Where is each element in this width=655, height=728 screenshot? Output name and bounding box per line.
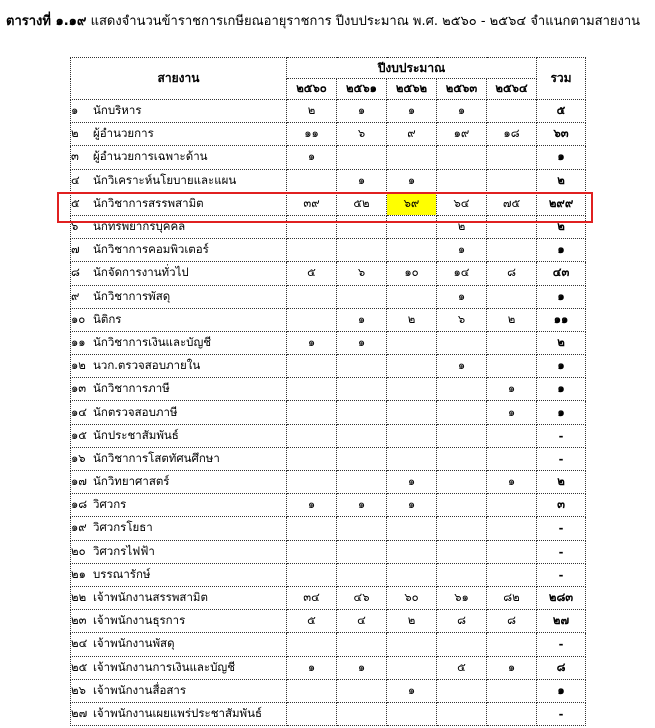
year-value-cell (337, 471, 387, 494)
agency-cell (71, 192, 287, 215)
year-value-cell (437, 702, 487, 725)
table-row (71, 100, 586, 123)
year-value-cell (487, 494, 537, 517)
row-number: ๒๓ (71, 613, 87, 628)
agency-name: เจ้าพนักงานพัสดุ (93, 636, 175, 651)
year-value-cell: ๘ (487, 610, 537, 633)
table-row (71, 146, 586, 169)
table-row (71, 169, 586, 192)
year-value-cell (487, 355, 537, 378)
year-value-cell: ๑๙ (437, 123, 487, 146)
year-value-cell: ๕๒ (337, 192, 387, 215)
header-year: ๒๕๖๒ (387, 79, 437, 100)
total-cell: ๑ (537, 401, 586, 424)
year-value-cell (387, 285, 437, 308)
year-value-cell: ๒ (387, 308, 437, 331)
year-value-cell: ๑ (437, 355, 487, 378)
agency-name: เจ้าพนักงานเผยแพร่ประชาสัมพันธ์ (93, 705, 263, 720)
year-value-cell: ๑ (287, 146, 337, 169)
agency-cell (71, 610, 287, 633)
row-number: ๑๓ (71, 381, 87, 396)
year-value-cell (287, 378, 337, 401)
row-number: ๑๐ (71, 311, 86, 326)
total-cell: - (537, 447, 586, 470)
year-value-cell (287, 401, 337, 424)
year-value-cell: ๑ (387, 169, 437, 192)
year-value-cell (387, 563, 437, 586)
year-value-cell (387, 355, 437, 378)
year-value-cell (287, 447, 337, 470)
year-value-cell (287, 633, 337, 656)
year-value-cell (387, 447, 437, 470)
year-value-cell (287, 471, 337, 494)
agency-name: เจ้าพนักงานธุรการ (93, 613, 186, 628)
year-value-cell: ๘ (487, 262, 537, 285)
table-row (71, 586, 586, 609)
year-value-cell: ๑ (487, 401, 537, 424)
table-row (71, 563, 586, 586)
table-caption (6, 12, 651, 32)
year-value-cell (487, 100, 537, 123)
total-cell: ๖๓ (537, 123, 586, 146)
row-number: ๘ (71, 265, 80, 280)
row-number: ๒๗ (71, 705, 88, 720)
agency-name: เจ้าพนักงานการเงินและบัญชี (93, 659, 236, 674)
table-number: ตารางที่ ๑.๑๙ (6, 14, 87, 29)
year-value-cell (487, 331, 537, 354)
agency-cell (71, 563, 287, 586)
year-value-cell (437, 378, 487, 401)
row-number: ๒ (71, 126, 79, 141)
year-value-cell: ๑ (287, 331, 337, 354)
year-value-cell: ๖๔ (437, 192, 487, 215)
year-value-cell: ๕ (287, 262, 337, 285)
year-value-cell (287, 517, 337, 540)
year-value-cell (487, 633, 537, 656)
agency-cell (71, 424, 287, 447)
total-cell: ๘ (537, 656, 586, 679)
year-value-cell: ๑ (387, 679, 437, 702)
total-cell: ๒ (537, 331, 586, 354)
total-cell: ๒ (537, 471, 586, 494)
agency-name: นักบริหาร (93, 103, 142, 118)
year-value-cell (337, 633, 387, 656)
table-row (71, 633, 586, 656)
year-value-cell: ๑ (337, 494, 387, 517)
year-value-cell (337, 378, 387, 401)
table-row (71, 447, 586, 470)
table-row (71, 378, 586, 401)
total-cell: ๑ (537, 355, 586, 378)
year-value-cell (287, 215, 337, 238)
table-row (71, 471, 586, 494)
year-value-cell (487, 424, 537, 447)
year-value-cell (337, 424, 387, 447)
table-row (71, 401, 586, 424)
year-value-cell (337, 285, 387, 308)
row-number: ๑๗ (71, 474, 87, 489)
total-cell: ๕ (537, 100, 586, 123)
total-cell: - (537, 424, 586, 447)
agency-cell (71, 447, 287, 470)
table-row (71, 610, 586, 633)
agency-cell (71, 586, 287, 609)
year-value-cell (337, 146, 387, 169)
agency-cell (71, 471, 287, 494)
year-value-cell (337, 215, 387, 238)
agency-cell (71, 679, 287, 702)
header-year: ๒๕๖๔ (487, 79, 537, 100)
agency-name: วิศวกรโยธา (93, 520, 153, 535)
agency-name: นักวิชาการภาษี (93, 381, 170, 396)
agency-cell (71, 262, 287, 285)
agency-cell (71, 308, 287, 331)
table-title: แสดงจำนวนข้าราชการเกษียณอายุราชการ ปีงบประมาณ พ.ศ. ๒๕๖๐ - ๒๕๖๔ จำแนกตามสายงาน (86, 14, 641, 29)
year-value-cell (487, 540, 537, 563)
year-value-cell: ๔ (337, 610, 387, 633)
total-cell: ๑ (537, 378, 586, 401)
year-value-cell (487, 169, 537, 192)
agency-cell (71, 633, 287, 656)
table-body (71, 100, 586, 726)
year-value-cell: ๘ (437, 610, 487, 633)
year-value-cell: ๑ (337, 656, 387, 679)
year-value-cell: ๑ (337, 308, 387, 331)
header-year: ๒๕๖๐ (287, 79, 337, 100)
year-value-cell: ๑ (337, 169, 387, 192)
row-number: ๒๐ (71, 543, 86, 558)
table-row (71, 192, 586, 215)
row-number: ๑๒ (71, 358, 86, 373)
agency-name: วิศวกรไฟฟ้า (93, 543, 155, 558)
total-cell: ๔๓ (537, 262, 586, 285)
agency-name: นักวิเคราะห์นโยบายและแผน (93, 172, 237, 187)
year-value-cell (437, 146, 487, 169)
total-cell: ๑ (537, 146, 586, 169)
year-value-cell: ๔๖ (337, 586, 387, 609)
year-value-cell: ๑ (437, 100, 487, 123)
row-number: ๙ (71, 288, 80, 303)
header-year: ๒๕๖๓ (437, 79, 487, 100)
row-number: ๑๘ (71, 497, 88, 512)
year-value-cell (387, 146, 437, 169)
row-number: ๒๒ (71, 590, 87, 605)
agency-name: นักจัดการงานทั่วไป (93, 265, 189, 280)
row-number: ๓ (71, 149, 79, 164)
agency-name: นักตรวจสอบภาษี (93, 404, 178, 419)
year-value-cell: ๑๔ (437, 262, 487, 285)
year-value-cell: ๑๘ (487, 123, 537, 146)
table-row (71, 331, 586, 354)
year-value-cell (287, 239, 337, 262)
year-value-cell: ๑ (437, 239, 487, 262)
year-value-cell (287, 540, 337, 563)
year-value-cell: ๑ (387, 100, 437, 123)
total-cell: - (537, 633, 586, 656)
year-value-cell (437, 447, 487, 470)
year-value-cell (337, 517, 387, 540)
total-cell: - (537, 702, 586, 725)
table-row (71, 308, 586, 331)
row-number: ๒๕ (71, 659, 88, 674)
year-value-cell (337, 563, 387, 586)
agency-name: เจ้าพนักงานสื่อสาร (93, 682, 187, 697)
year-value-cell (487, 702, 537, 725)
year-value-cell: ๒ (387, 610, 437, 633)
row-number: ๑ (71, 103, 79, 118)
year-value-cell: ๗๕ (487, 192, 537, 215)
agency-cell (71, 215, 287, 238)
year-value-cell (337, 679, 387, 702)
agency-name: นักประชาสัมพันธ์ (93, 427, 179, 442)
year-value-cell: ๑ (487, 378, 537, 401)
row-number: ๒๔ (71, 636, 88, 651)
agency-cell (71, 517, 287, 540)
year-value-cell: ๘๒ (487, 586, 537, 609)
year-value-cell (487, 517, 537, 540)
year-value-cell: ๖๙ (387, 192, 437, 215)
year-value-cell (287, 702, 337, 725)
year-value-cell (387, 239, 437, 262)
row-number: ๕ (71, 195, 80, 210)
agency-name: นักวิชาการคอมพิวเตอร์ (93, 242, 209, 257)
year-value-cell (387, 215, 437, 238)
agency-name: นวก.ตรวจสอบภายใน (93, 358, 201, 373)
header-agency: สายงาน (71, 58, 287, 100)
year-value-cell: ๑ (487, 471, 537, 494)
year-value-cell: ๑ (287, 656, 337, 679)
agency-name: บรรณารักษ์ (93, 566, 151, 581)
agency-cell (71, 656, 287, 679)
year-value-cell (487, 679, 537, 702)
agency-cell (71, 540, 287, 563)
year-value-cell (387, 401, 437, 424)
year-value-cell (387, 702, 437, 725)
year-value-cell (337, 239, 387, 262)
year-value-cell: ๑๐ (387, 262, 437, 285)
row-number: ๑๖ (71, 450, 86, 465)
year-value-cell (487, 447, 537, 470)
row-number: ๑๕ (71, 427, 88, 442)
year-value-cell: ๑ (287, 494, 337, 517)
row-number: ๒๖ (71, 682, 86, 697)
year-value-cell (287, 563, 337, 586)
table-row (71, 239, 586, 262)
header-fiscal-year: ปีงบประมาณ (287, 58, 537, 79)
total-cell: ๒ (537, 169, 586, 192)
year-value-cell: ๑ (487, 656, 537, 679)
header-total: รวม (537, 58, 586, 100)
agency-cell (71, 169, 287, 192)
row-number: ๗ (71, 242, 80, 257)
year-value-cell (437, 540, 487, 563)
year-value-cell (387, 633, 437, 656)
total-cell: - (537, 540, 586, 563)
year-value-cell (287, 285, 337, 308)
year-value-cell (437, 563, 487, 586)
year-value-cell (387, 517, 437, 540)
year-value-cell: ๒ (487, 308, 537, 331)
year-value-cell (437, 517, 487, 540)
year-value-cell (487, 239, 537, 262)
year-value-cell (287, 308, 337, 331)
total-cell: ๓ (537, 494, 586, 517)
year-value-cell (437, 331, 487, 354)
year-value-cell: ๖๑ (437, 586, 487, 609)
year-value-cell: ๒ (437, 215, 487, 238)
year-value-cell (437, 401, 487, 424)
year-value-cell (437, 633, 487, 656)
agency-cell (71, 239, 287, 262)
table-row (71, 702, 586, 725)
table-row (71, 262, 586, 285)
year-value-cell (487, 285, 537, 308)
agency-name: วิศวกร (93, 497, 127, 512)
table-row (71, 517, 586, 540)
year-value-cell (337, 401, 387, 424)
year-value-cell: ๑ (387, 494, 437, 517)
agency-cell (71, 285, 287, 308)
year-value-cell (337, 447, 387, 470)
year-value-cell: ๑ (337, 100, 387, 123)
agency-cell (71, 355, 287, 378)
row-number: ๑๑ (71, 334, 86, 349)
agency-name: นักวิชาการโสตทัศนศึกษา (93, 450, 220, 465)
agency-cell (71, 123, 287, 146)
year-value-cell: ๖ (337, 262, 387, 285)
year-value-cell: ๖ (437, 308, 487, 331)
table-row (71, 285, 586, 308)
total-cell: - (537, 563, 586, 586)
table-row (71, 215, 586, 238)
total-cell: ๑ (537, 239, 586, 262)
year-value-cell: ๑๑ (287, 123, 337, 146)
table-row (71, 540, 586, 563)
year-value-cell: ๒ (287, 100, 337, 123)
year-value-cell (337, 702, 387, 725)
year-value-cell (387, 331, 437, 354)
year-value-cell (387, 424, 437, 447)
total-cell: ๒๗ (537, 610, 586, 633)
year-value-cell (487, 563, 537, 586)
agency-name: เจ้าพนักงานสรรพสามิต (93, 590, 208, 605)
agency-name: ผู้อำนวยการ (93, 126, 154, 141)
agency-name: นิติกร (93, 311, 122, 326)
agency-cell (71, 494, 287, 517)
agency-name: ผู้อำนวยการเฉพาะด้าน (93, 149, 208, 164)
row-number: ๑๙ (71, 520, 87, 535)
year-value-cell (337, 355, 387, 378)
row-number: ๑๔ (71, 404, 88, 419)
year-value-cell: ๕ (437, 656, 487, 679)
year-value-cell (437, 424, 487, 447)
total-cell: - (537, 517, 586, 540)
table-row (71, 123, 586, 146)
table-row (71, 355, 586, 378)
year-value-cell (287, 679, 337, 702)
table-row (71, 656, 586, 679)
agency-cell (71, 401, 287, 424)
year-value-cell (437, 471, 487, 494)
agency-name: นักวิชาการเงินและบัญชี (93, 334, 212, 349)
agency-name: นักวิทยาศาสตร์ (93, 474, 170, 489)
total-cell: ๒๙๙ (537, 192, 586, 215)
year-value-cell: ๑ (387, 471, 437, 494)
agency-name: นักวิชาการสรรพสามิต (93, 195, 204, 210)
total-cell: ๒๘๓ (537, 586, 586, 609)
year-value-cell: ๖๐ (387, 586, 437, 609)
row-number: ๒๑ (71, 566, 86, 581)
year-value-cell: ๕ (287, 610, 337, 633)
header-year: ๒๕๖๑ (337, 79, 387, 100)
year-value-cell (437, 494, 487, 517)
row-number: ๖ (71, 219, 79, 234)
year-value-cell (287, 355, 337, 378)
agency-cell (71, 331, 287, 354)
retirement-table (70, 57, 586, 726)
year-value-cell: ๙ (387, 123, 437, 146)
year-value-cell: ๖ (337, 123, 387, 146)
agency-name: นักทรัพยากรบุคคล (93, 219, 186, 234)
agency-cell (71, 100, 287, 123)
year-value-cell (387, 540, 437, 563)
total-cell: ๑ (537, 679, 586, 702)
year-value-cell: ๑ (337, 331, 387, 354)
agency-cell (71, 702, 287, 725)
agency-name: นักวิชาการพัสดุ (93, 288, 171, 303)
row-number: ๔ (71, 172, 80, 187)
total-cell: ๑ (537, 285, 586, 308)
year-value-cell (487, 146, 537, 169)
year-value-cell (387, 378, 437, 401)
year-value-cell (287, 424, 337, 447)
year-value-cell (437, 679, 487, 702)
total-cell: ๑๑ (537, 308, 586, 331)
year-value-cell (287, 169, 337, 192)
table-row (71, 424, 586, 447)
table-row (71, 494, 586, 517)
table-row (71, 679, 586, 702)
year-value-cell: ๓๔ (287, 586, 337, 609)
year-value-cell: ๑ (437, 285, 487, 308)
year-value-cell (487, 215, 537, 238)
year-value-cell (337, 540, 387, 563)
year-value-cell (387, 656, 437, 679)
agency-cell (71, 378, 287, 401)
year-value-cell (437, 169, 487, 192)
total-cell: ๒ (537, 215, 586, 238)
agency-cell (71, 146, 287, 169)
year-value-cell: ๓๙ (287, 192, 337, 215)
